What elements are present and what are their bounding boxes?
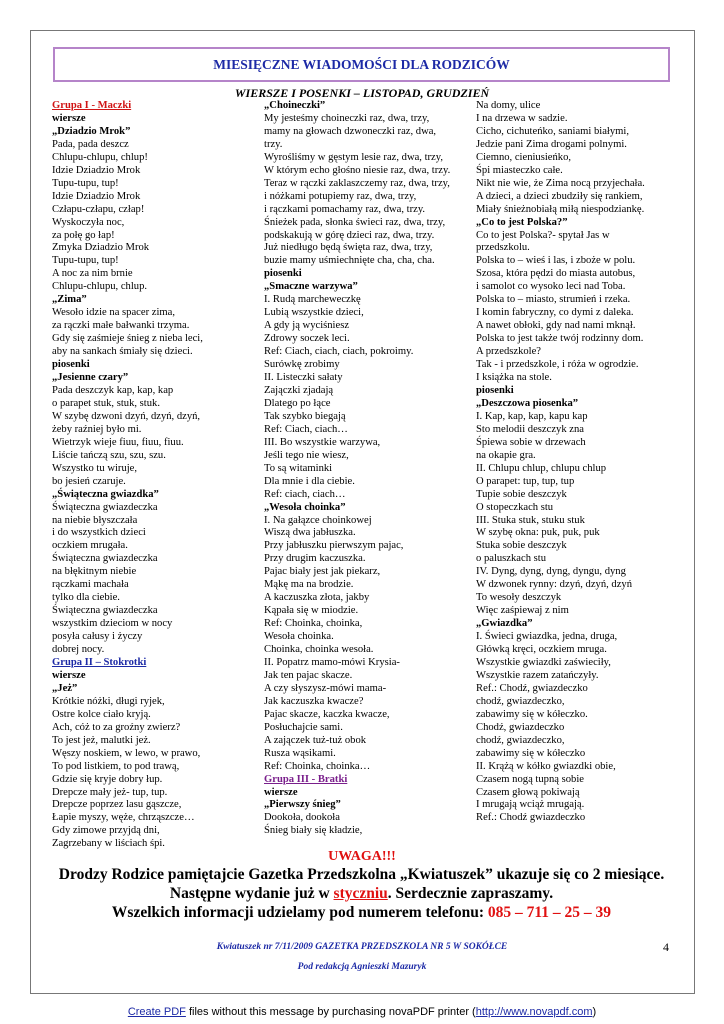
text-line: zabawimy się w kółeczko. <box>476 708 588 720</box>
text-line: I na drzewa w sadzie. <box>476 112 568 124</box>
text-line: Drepcze poprzez lasu gąszcze, <box>52 799 182 811</box>
text-line: Śpiewa sobie w drzewach <box>476 436 586 448</box>
text-line: Polska to jest także twój rodzinny dom. <box>476 333 644 345</box>
text-line: za połę go łap! <box>52 229 115 241</box>
text-line: Chodź, gwiazdeczko <box>476 721 565 733</box>
text-line: Polska to – wieś i las, i zboże w polu. <box>476 255 636 267</box>
text-line: trzy. <box>264 138 283 150</box>
text-line: Szosa, która pędzi do miasta autobus, <box>476 268 636 280</box>
section-heading: „Jesienne czary” <box>52 372 129 384</box>
text-line: To pod listkiem, to pod trawą, <box>52 760 180 772</box>
text-line: II. Chlupu chlup, chlupu chlup <box>476 462 607 474</box>
text-line: Ref: Choinka, choinka, <box>264 618 363 630</box>
text-line: Człapu-człapu, człap! <box>52 203 145 215</box>
text-line: za rączki małe bałwanki trzyma. <box>52 320 190 332</box>
text-line: Co to jest Polska?- spytał Jas w <box>476 229 610 241</box>
text-line: Wietrzyk wieje fiuu, fiuu, fiuu. <box>52 436 184 448</box>
text-line: A nawet obłoki, gdy nad nami mknął. <box>476 320 636 332</box>
text-line: Tupu-tupu, tup! <box>52 255 119 267</box>
page-subtitle: WIERSZE I POSENKI – LISTOPAD, GRUDZIEŃ <box>234 86 490 100</box>
text-line: Ref.: Chodź gwiazdeczko <box>476 812 586 824</box>
group-heading: Grupa II – Stokrotki <box>52 656 147 668</box>
text-line: Czasem nogą tupną sobie <box>476 773 584 785</box>
text-line: To jest jeż, malutki jeż. <box>52 734 151 746</box>
text-line: III. Bo wszystkie warzywa, <box>264 436 381 448</box>
text-line: I. Kap, kap, kap, kapu kap <box>476 410 588 422</box>
text-line: W szybę dzwoni dzyń, dzyń, dzyń, <box>52 410 201 422</box>
text-line: przedszkolu. <box>476 242 530 254</box>
text-line: Krótkie nóżki, długi ryjek, <box>52 695 165 707</box>
text-line: Choinka, choinka wesoła. <box>264 644 374 656</box>
text-line: Świąteczna gwiazdeczka <box>52 501 158 513</box>
text-line: IV. Dyng, dyng, dyng, dyngu, dyng <box>476 566 626 578</box>
section-heading: „Pierwszy śnieg” <box>264 799 341 811</box>
text-line: Dlatego po łące <box>264 397 331 409</box>
text-line: III. Stuka stuk, stuku stuk <box>476 514 585 526</box>
text-line: A przedszkole? <box>476 346 542 358</box>
text-line: Ref: Ciach, ciach, ciach, pokroimy. <box>264 346 414 358</box>
text-line: aby na sankach śmiały się dzieci. <box>52 346 193 358</box>
text-line: To są witaminki <box>264 462 333 474</box>
text-line: Pajac biały jest jak piekarz, <box>264 566 381 578</box>
text-line: A noc za nim brnie <box>52 268 133 280</box>
text-line: chodź, gwiazdeczko, <box>476 695 565 707</box>
text-line: Zagrzebany w liściach śpi. <box>52 838 165 850</box>
text-line: podskakują w górę dzieci raz, dwa, trzy. <box>264 229 435 241</box>
create-pdf-link[interactable]: Create PDF <box>127 1006 186 1018</box>
text-line: Idzie Dziadzio Mrok <box>52 190 141 202</box>
text-line: Jedzie pani Zima drogami polnymi. <box>476 138 627 150</box>
text-line: i do wszystkich dzieci <box>52 527 146 539</box>
text-line: Kąpała się w miodzie. <box>264 605 359 617</box>
text-line: Jak ten pajac skacze. <box>264 669 353 681</box>
text-line: Teraz w rączki zaklaszczemy raz, dwa, trzy, <box>264 177 450 189</box>
text-line: na okapie gra. <box>476 449 536 461</box>
text-line: Surówkę zrobimy <box>264 359 340 371</box>
text-line: II. Krążą w kółko gwiazdki obie, <box>476 760 616 772</box>
group-heading: Grupa I - Maczki <box>52 100 132 111</box>
text-line: zabawimy się w kółeczko <box>476 747 586 759</box>
text-line: Świąteczna gwiazdeczka <box>52 553 158 565</box>
section-heading: wiersze <box>52 669 86 681</box>
section-heading: „Wesoła choinka” <box>264 501 346 513</box>
text-line: Polska to – miasto, strumień i rzeka. <box>476 294 631 306</box>
section-heading: „Deszczowa piosenka” <box>476 397 579 409</box>
text-line: Dla mnie i dla ciebie. <box>264 475 355 487</box>
text-line: buzie mamy uśmiechnięte cha, cha, cha. <box>264 255 435 267</box>
section-heading: wiersze <box>52 112 86 124</box>
text-line: Zmyka Dziadzio Mrok <box>52 242 150 254</box>
text-line: Drepcze mały jeż- tup, tup. <box>52 786 168 798</box>
text-line: Cicho, cichuteńko, saniami białymi, <box>476 125 629 137</box>
text-line: I książka na stole. <box>476 372 552 384</box>
text-line: Rusza wąsikami. <box>264 747 336 759</box>
text-line: tylko dla ciebie. <box>52 592 120 604</box>
section-heading: piosenki <box>52 359 90 371</box>
text-line: Główką kręci, oczkiem mruga. <box>476 644 607 656</box>
text-line: O parapet: tup, tup, tup <box>476 475 575 487</box>
text-line: Gdy się zaśmieje śnieg z nieba leci, <box>52 333 203 345</box>
text-line: Chlupu-chlupu, chlup! <box>52 151 148 163</box>
text-line: Świąteczna gwiazdeczka <box>52 605 158 617</box>
text-line: W szybę okna: puk, puk, puk <box>476 527 600 539</box>
section-heading: „Smaczne warzywa” <box>264 281 358 293</box>
text-line: Ostre kolce ciało kryją. <box>52 708 151 720</box>
text-line: II. Popatrz mamo-mówi Krysia- <box>264 656 400 668</box>
section-heading: „Gwiazdka” <box>476 618 533 630</box>
text-line: Ref: Choinka, choinka… <box>264 760 371 772</box>
section-heading: „Choineczki” <box>264 100 326 111</box>
text-line: Pada, pada deszcz <box>52 138 129 150</box>
text-line: Chlupu-chlupu, chlup. <box>52 281 148 293</box>
text-line: Tak - i przedszkole, i róża w ogrodzie. <box>476 359 639 371</box>
footer-editor: Pod redakcją Agnieszki Mazuryk <box>297 962 427 972</box>
text-line: Wszystko tu wiruje, <box>52 462 138 474</box>
text-line: Miały śnieżnobiałą miłą niespodziankę. <box>476 203 645 215</box>
text-line: Zdrowy soczek leci. <box>264 333 350 345</box>
text-line: Tak szybko biegają <box>264 410 346 422</box>
text-line: o paluszkach stu <box>476 553 547 565</box>
text-line: wszystkim dzieciom w nocy <box>52 618 173 630</box>
title-banner <box>53 47 670 82</box>
notice-line-3 <box>30 904 693 922</box>
text-line: Stuka sobie deszczyk <box>476 540 567 552</box>
text-line: na błękitnym niebie <box>52 566 137 578</box>
text-line: chodź, gwiazdeczko, <box>476 734 565 746</box>
text-line: Tupie sobie deszczyk <box>476 488 567 500</box>
text-line: Węszy noskiem, w lewo, w prawo, <box>52 747 201 759</box>
text-line: Mąkę ma na brodzie. <box>264 579 354 591</box>
text-line: Ciemno, cieniusieńko, <box>476 151 572 163</box>
text-line: Ach, cóż to za groźny zwierz? <box>52 721 181 733</box>
section-heading: „Co to jest Polska?” <box>476 216 568 228</box>
text-line: Przy drugim kaczuszka. <box>264 553 366 565</box>
text-line: bo jesień czaruje. <box>52 475 126 487</box>
text-line: Śpi miasteczko całe. <box>476 164 563 176</box>
novapdf-text: files without this message by purchasing novaPDF printer ( <box>185 1006 476 1018</box>
novapdf-end: ) <box>592 1006 597 1018</box>
text-line: II. Listeczki sałaty <box>264 372 343 384</box>
text-line: Pada deszczyk kap, kap, kap <box>52 384 174 396</box>
text-line: Dookoła, dookoła <box>264 812 340 824</box>
text-line: Wesoło idzie na spacer zima, <box>52 307 175 319</box>
text-line: I. Rudą marcheweczkę <box>264 294 361 306</box>
text-line: i samolot co wysoko leci nad Toba. <box>476 281 626 293</box>
text-line: I. Świeci gwiazdka, jedna, druga, <box>476 631 618 643</box>
text-line: I komin fabryczny, co dymi z daleka. <box>476 307 634 319</box>
text-line: Wszystkie gwiazdki zaświeciły, <box>476 656 611 668</box>
text-line: o parapet stuk, stuk, stuk. <box>52 397 160 409</box>
text-line: A zajączek tuż-tuż obok <box>264 734 367 746</box>
text-column-3 <box>476 100 691 825</box>
text-column-1 <box>52 100 257 851</box>
text-line: A kaczuszka złota, jakby <box>264 592 370 604</box>
section-heading: „Świąteczna gwiazdka” <box>52 488 159 500</box>
notice-line-3-start: Wszelkich informacji udzielamy pod numerem telefonu: <box>111 904 488 921</box>
text-line: To wesoły deszczyk <box>476 592 562 604</box>
text-line: W dzwonek rynny: dzyń, dzyń, dzyń <box>476 579 633 591</box>
text-line: na niebie błyszczała <box>52 514 138 526</box>
text-line: Więc zaśpiewaj z nim <box>476 605 569 617</box>
text-line: Sto melodii deszczyk zna <box>476 423 584 435</box>
text-line: I mrugają wciąż mrugają. <box>476 799 585 811</box>
text-line: oczkiem mrugała. <box>52 540 128 552</box>
text-line: Ref: ciach, ciach… <box>264 488 346 500</box>
text-line: Wyrośliśmy w gęstym lesie raz, dwa, trzy, <box>264 151 444 163</box>
text-line: i nóżkami potupiemy raz, dwa, trzy, <box>264 190 417 202</box>
text-line: Posłuchajcie sami. <box>264 721 343 733</box>
text-line: Wiszą dwa jabłuszka. <box>264 527 356 539</box>
section-heading: „Zima” <box>52 294 87 306</box>
section-heading: „Dziadzio Mrok” <box>52 125 131 137</box>
novapdf-bar <box>0 1006 724 1018</box>
section-heading: wiersze <box>264 786 298 798</box>
section-heading: „Jeż” <box>52 682 78 694</box>
text-line: Gdzie się kryje dobry łup. <box>52 773 163 785</box>
notice-heading: UWAGA!!! <box>328 849 396 864</box>
text-line: Wszystkie razem zatańczyły. <box>476 669 599 681</box>
text-line: rączkami machała <box>52 579 129 591</box>
text-line: Tupu-tupu, tup! <box>52 177 119 189</box>
text-line: Pajac skacze, kaczka kwacze, <box>264 708 390 720</box>
text-line: Jeśli tego nie wiesz, <box>264 449 349 461</box>
text-line: Ref: Ciach, ciach… <box>264 423 348 435</box>
text-line: Wyskoczyła noc, <box>52 216 125 228</box>
text-line: Jak kaczuszka kwacze? <box>264 695 364 707</box>
text-line: Liście tańczą szu, szu, szu. <box>52 449 166 461</box>
section-heading: piosenki <box>264 268 302 280</box>
text-line: Przy jabłuszku pierwszym pajac, <box>264 540 404 552</box>
notice-line-1: Drodzy Rodzice pamiętajcie Gazetka Przedszkolna „Kwiatuszek” ukazuje się co 2 miesiące. <box>58 866 665 883</box>
text-line: Gdy zimowe przyjdą dni, <box>52 825 160 837</box>
text-line: Czasem głową pokiwają <box>476 786 580 798</box>
text-line: żeby raźniej było mi. <box>52 423 142 435</box>
section-heading: piosenki <box>476 384 514 396</box>
text-line: dobrej nocy. <box>52 644 105 656</box>
text-line: Już niedługo będą święta raz, dwa, trzy, <box>264 242 433 254</box>
text-line: A czy słyszysz-mówi mama- <box>264 682 387 694</box>
text-line: Nikt nie wie, że Zima nocą przyjechała. <box>476 177 645 189</box>
text-line: Zajączki zjadają <box>264 384 334 396</box>
text-line: W którym echo głośno niesie raz, dwa, trzy. <box>264 164 451 176</box>
text-line: A gdy ją wyciśniesz <box>264 320 350 332</box>
next-issue-month: styczniu <box>333 885 388 902</box>
text-line: Wesoła choinka. <box>264 631 334 643</box>
group-heading: Grupa III - Bratki <box>264 773 348 785</box>
text-line: A dzieci, a dzieci zbudziły się rankiem, <box>476 190 643 202</box>
text-line: Łapie myszy, węże, chrząszcze… <box>52 812 195 824</box>
phone-number: 085 – 711 – 25 – 39 <box>487 904 612 921</box>
notice-line-2-end: . Serdecznie zapraszamy. <box>387 885 554 902</box>
page-number: 4 <box>663 940 669 954</box>
page-title: MIESIĘCZNE WIADOMOŚCI DLA RODZICÓW <box>213 57 510 72</box>
text-line: My jesteśmy choineczki raz, dwa, trzy, <box>264 112 430 124</box>
text-line: Idzie Dziadzio Mrok <box>52 164 141 176</box>
text-line: Na domy, ulice <box>476 100 541 111</box>
footer-issue: Kwiatuszek nr 7/11/2009 GAZETKA PRZEDSZKOLA NR 5 W SOKÓŁCE <box>216 942 508 952</box>
text-line: posyła całusy i życzy <box>52 631 143 643</box>
notice-line-2-start: Następne wydanie już w <box>169 885 334 902</box>
text-line: i rączkami pomachamy raz, dwa, trzy. <box>264 203 426 215</box>
text-line: mamy na głowach dzwoneczki raz, dwa, <box>264 125 437 137</box>
text-line: Śnieg biały się kładzie, <box>264 825 363 837</box>
text-line: Śnieżek pada, słonka świeci raz, dwa, trzy, <box>264 216 446 228</box>
text-line: Lubią wszystkie dzieci, <box>264 307 364 319</box>
text-line: O stopeczkach stu <box>476 501 554 513</box>
novapdf-url-link[interactable]: http://www.novapdf.com <box>475 1006 593 1018</box>
text-column-2 <box>264 100 469 838</box>
text-line: I. Na gałązce choinkowej <box>264 514 372 526</box>
notice-line-2 <box>30 885 693 903</box>
text-line: Ref.: Chodź, gwiazdeczko <box>476 682 588 694</box>
